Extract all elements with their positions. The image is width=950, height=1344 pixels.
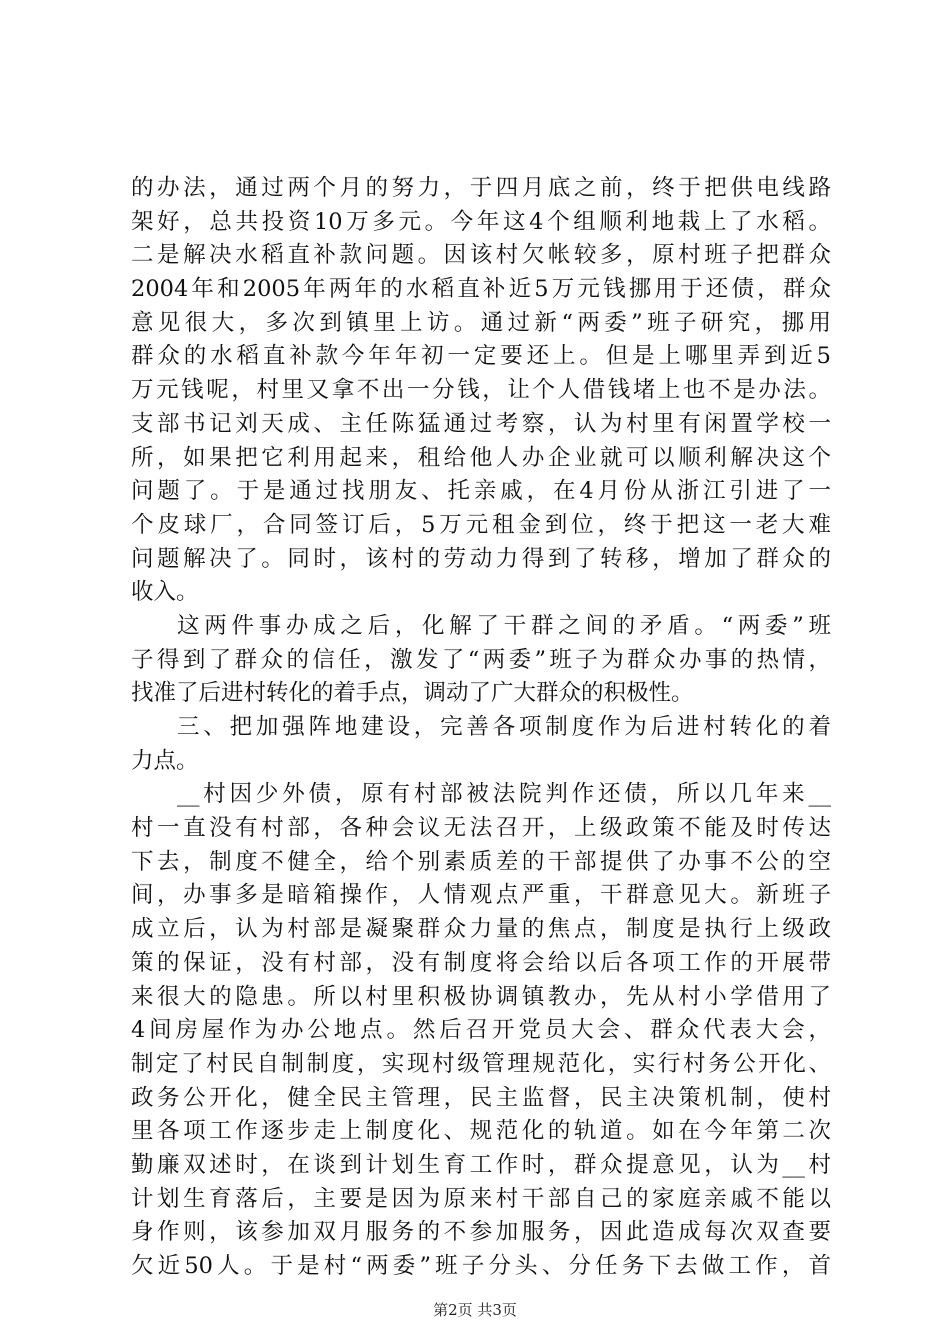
text-line: 力点。 xyxy=(131,747,199,774)
text-line: 收入。 xyxy=(131,579,199,606)
text-line: 万元钱呢，村里又拿不出一分钱，让个人借钱堵上也不是办法。 xyxy=(131,377,831,404)
text-line: __村因少外债，原有村部被法院判作还债，所以几年来__ xyxy=(177,781,831,808)
text-line: 的办法，通过两个月的努力，于四月底之前，终于把供电线路 xyxy=(131,175,831,201)
text-line: 里各项工作逐步走上制度化、规范化的轨道。如在今年第二次 xyxy=(131,1118,831,1145)
text-line: 所，如果把它利用起来，租给他人办企业就可以顺利解决这个 xyxy=(131,444,831,471)
text-line: 问题了。于是通过找朋友、托亲戚，在4月份从浙江引进了一 xyxy=(131,478,831,505)
text-line: 二是解决水稻直补款问题。因该村欠帐较多，原村班子把群众 xyxy=(131,242,831,269)
text-line: 策的保证，没有村部，没有制度将会给以后各项工作的开展带 xyxy=(131,949,831,976)
text-line: 2004年和2005年两年的水稻直补近5万元钱挪用于还债，群众 xyxy=(131,276,831,303)
text-line: 子得到了群众的信任，激发了“两委”班子为群众办事的热情， xyxy=(131,646,831,673)
text-line: 成立后，认为村部是凝聚群众力量的焦点，制度是执行上级政 xyxy=(131,916,831,943)
text-line: 来很大的隐患。所以村里积极协调镇教办，先从村小学借用了 xyxy=(131,983,831,1010)
text-line: 计划生育落后，主要是因为原来村干部自己的家庭亲戚不能以 xyxy=(131,1185,831,1212)
text-line: 意见很大，多次到镇里上访。通过新“两委”班子研究，挪用 xyxy=(131,309,831,336)
text-line: 村一直没有村部，各种会议无法召开，上级政策不能及时传达 xyxy=(131,815,831,842)
text-line: 间，办事多是暗箱操作，人情观点严重，干群意见大。新班子 xyxy=(131,882,831,909)
text-line: 制定了村民自制制度，实现村级管理规范化，实行村务公开化、 xyxy=(131,1050,831,1077)
text-line: 架好，总共投资10万多元。今年这4个组顺利地栽上了水稻。 xyxy=(131,208,831,235)
text-line: 找准了后进村转化的着手点，调动了广大群众的积极性。 xyxy=(131,680,694,707)
text-line: 欠近50人。于是村“两委”班子分头、分任务下去做工作，首 xyxy=(131,1253,831,1279)
text-line: 身作则，该参加双月服务的不参加服务，因此造成每次双查要 xyxy=(131,1219,831,1246)
text-line: 勤廉双述时，在谈到计划生育工作时，群众提意见，认为__村 xyxy=(131,1151,831,1178)
text-line: 下去，制度不健全，给个别素质差的干部提供了办事不公的空 xyxy=(131,848,831,875)
text-line: 4间房屋作为办公地点。然后召开党员大会、群众代表大会， xyxy=(131,1017,831,1044)
text-line: 个皮球厂，合同签订后，5万元租金到位，终于把这一老大难 xyxy=(131,511,831,538)
text-line: 三、把加强阵地建设，完善各项制度作为后进村转化的着 xyxy=(177,714,831,740)
text-line: 支部书记刘天成、主任陈猛通过考察，认为村里有闲置学校一 xyxy=(131,410,831,437)
document-body xyxy=(131,172,831,1284)
text-line: 群众的水稻直补款今年年初一定要还上。但是上哪里弄到近5 xyxy=(131,343,831,370)
text-line: 问题解决了。同时，该村的劳动力得到了转移，增加了群众的 xyxy=(131,545,831,572)
text-line: 这两件事办成之后，化解了干群之间的矛盾。“两委”班 xyxy=(177,612,831,639)
page-footer: 第2页 共3页 xyxy=(433,1301,517,1319)
text-line: 政务公开化，健全民主管理，民主监督，民主决策机制，使村 xyxy=(131,1084,831,1111)
